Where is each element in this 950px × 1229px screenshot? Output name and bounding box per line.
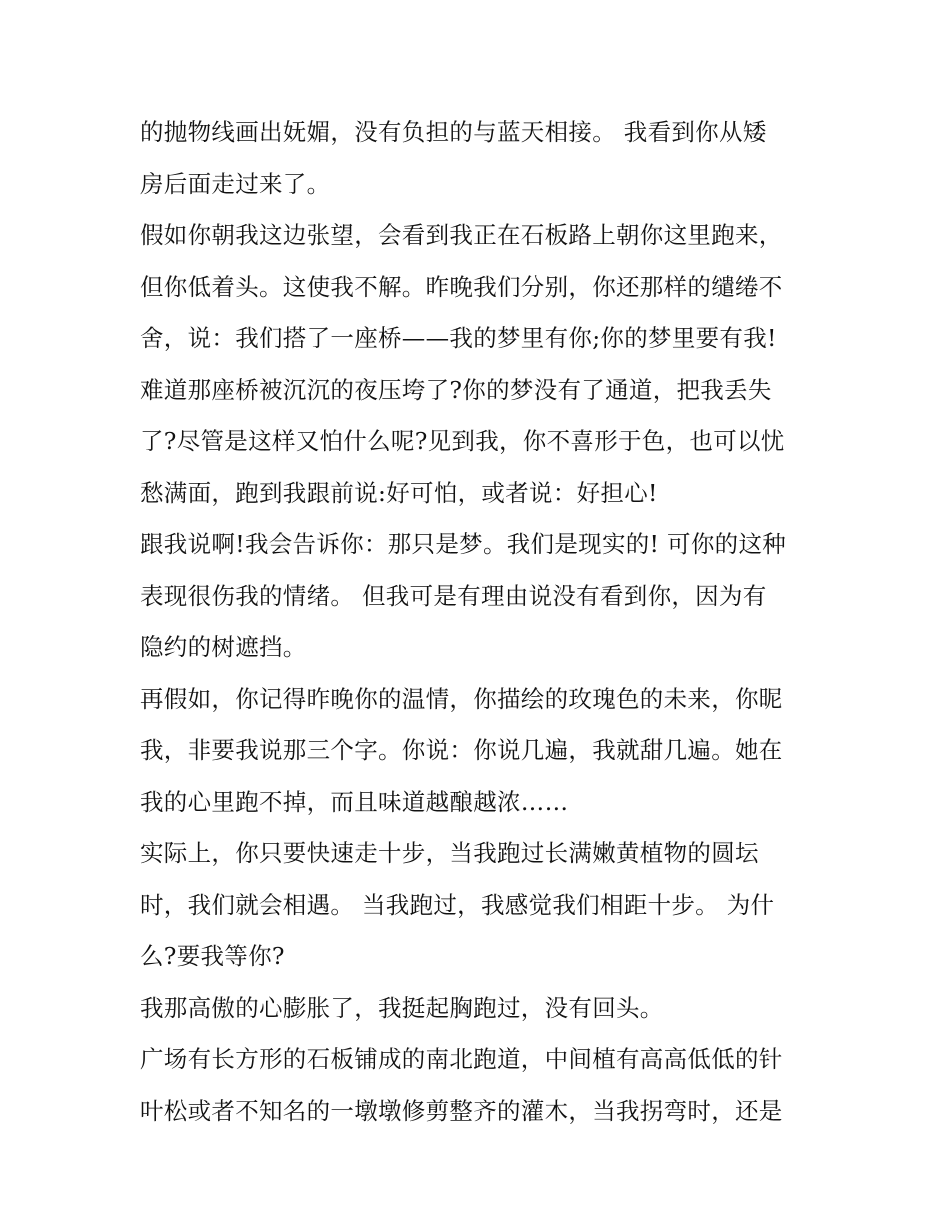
text-line: 么?要我等你?	[140, 942, 285, 970]
text-line: 难道那座桥被沉沉的夜压垮了?你的梦没有了通道，把我丢失	[140, 375, 772, 404]
text-line: 广场有长方形的石板铺成的南北跑道，中间植有高高低低的针	[140, 1045, 783, 1073]
text-line: 了?尽管是这样又怕什么呢?见到我，你不喜形于色，也可以忧	[140, 427, 785, 455]
text-line: 实际上，你只要快速走十步，当我跑过长满嫩黄植物的圆坛	[140, 839, 759, 867]
text-line: 我那高傲的心膨胀了，我挺起胸跑过，没有回头。	[140, 993, 664, 1022]
text-line: 我，非要我说那三个字。你说：你说几遍，我就甜几遍。她在	[140, 736, 783, 764]
text-line: 表现很伤我的情绪。 但我可是有理由说没有看到你，因为有	[140, 581, 767, 610]
text-line: 愁满面，跑到我跟前说:好可怕，或者说：好担心!	[140, 478, 658, 507]
text-line: 的抛物线画出妩媚，没有负担的与蓝天相接。 我看到你从矮	[140, 118, 767, 146]
text-line: 再假如，你记得昨晚你的温情，你描绘的玫瑰色的未来，你昵	[140, 684, 783, 713]
body-text	[140, 107, 820, 1137]
text-line: 房后面走过来了。	[140, 169, 331, 198]
text-line: 跟我说啊!我会告诉你：那只是梦。我们是现实的! 可你的这种	[140, 530, 787, 558]
text-line: 但你低着头。这使我不解。昨晚我们分别，你还那样的缱绻不	[140, 272, 783, 301]
text-line: 隐约的树遮挡。	[140, 633, 307, 661]
text-line: 舍，说：我们搭了一座桥——我的梦里有你;你的梦里要有我!	[140, 324, 777, 352]
text-line: 假如你朝我这边张望，会看到我正在石板路上朝你这里跑来，	[140, 221, 783, 249]
text-line: 我的心里跑不掉，而且味道越酿越浓……	[140, 787, 569, 816]
text-line: 时，我们就会相遇。 当我跑过，我感觉我们相距十步。 为什	[140, 890, 775, 919]
text-line: 叶松或者不知名的一墩墩修剪整齐的灌木，当我拐弯时，还是	[140, 1096, 783, 1125]
